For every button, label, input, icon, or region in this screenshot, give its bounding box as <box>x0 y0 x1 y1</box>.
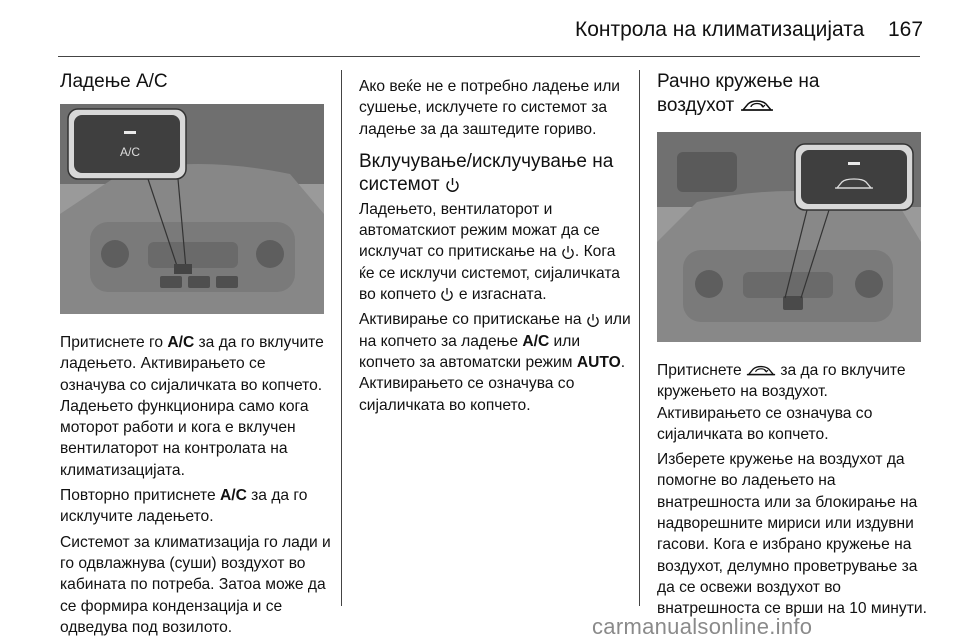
figure-label-ac: A/C <box>119 145 141 159</box>
paragraph-switch-off: Ладењето, вентилаторот и автоматскиот режим можат да се исклучат со притискање на . Кога ќе се исклучи системот, сијаличката во копчето е изгаснатa. <box>359 200 620 304</box>
section-heading-cooling: Ладење A/C <box>60 71 168 92</box>
column-system-toggle <box>359 76 631 420</box>
column-recirculation <box>657 70 929 624</box>
paragraph-press-ac-again: Повторно притиснете A/C за да го исклучите ладењето. <box>60 487 308 526</box>
button-ref-auto: AUTO <box>576 353 621 371</box>
power-icon <box>440 287 454 302</box>
power-icon <box>561 245 575 260</box>
button-ref-ac-2: A/C <box>219 487 247 505</box>
page-number: 167 <box>888 18 924 41</box>
power-icon <box>586 313 600 328</box>
header-rule <box>58 56 920 57</box>
section-heading-system-toggle: Вклучување/исклучување на системот <box>359 150 614 195</box>
recirculation-panel-illustration <box>657 132 921 342</box>
paragraph-condensation: Системот за климатизација го лади и го одвлажнува (суши) воздухот во кабината по потреба. Затоа може да се формира кондензација и се одведува под возилото. <box>60 533 331 636</box>
paragraph-save-fuel: Ако веќе не е потребно ладење или сушење, исклучете го системот за ладење за да заштедите гориво. <box>359 78 621 138</box>
column-divider-left <box>341 70 342 606</box>
page-header-title: Контрола на климатизацијата <box>575 18 865 41</box>
button-ref-ac: A/C <box>167 334 195 351</box>
power-icon <box>445 177 460 193</box>
column-divider-right <box>639 70 640 606</box>
paragraph-activation: Активирање со притискање на или на копчето за ладење A/C или копчето за автоматски режим AUTO. Активирањето се означува со сијаличката во копчето. <box>359 311 631 414</box>
button-ref-ac-3: A/C <box>522 332 550 350</box>
paragraph-press-recirculation: Притиснете за да го вклучите кружењето на воздухот. Активирањето се означува со сијаличката во копчето. <box>657 362 906 443</box>
section-heading-recirculation: Рачно кружење на воздухот <box>657 71 820 116</box>
paragraph-press-ac: Притиснете го A/C за да го вклучите ладењето. Активирањето се означува со сијаличката во копчето. Ладењето функционира само кога моторот работи и кога е вклучен вентилаторот на контролата на климатизацијата. <box>60 334 324 479</box>
watermark: carmanualsonline.info <box>592 614 813 639</box>
ac-panel-illustration <box>60 104 324 314</box>
column-cooling <box>60 70 332 642</box>
figure-ac-button-photo <box>60 104 324 314</box>
figure-recirculation-button-photo <box>657 132 921 342</box>
paragraph-recirculation-usage: Изберете кружење на воздухот да помогне во ладењето на внатрешноста или за блокирање на надворешните мириси или издувни гасови. Кога е избрано кружење на воздухот, делумно проветрување за да се освежи воздухот во внатрешноста се врши на 10 минути. <box>657 451 927 618</box>
recirculation-icon <box>740 97 774 115</box>
recirculation-icon <box>746 363 776 379</box>
